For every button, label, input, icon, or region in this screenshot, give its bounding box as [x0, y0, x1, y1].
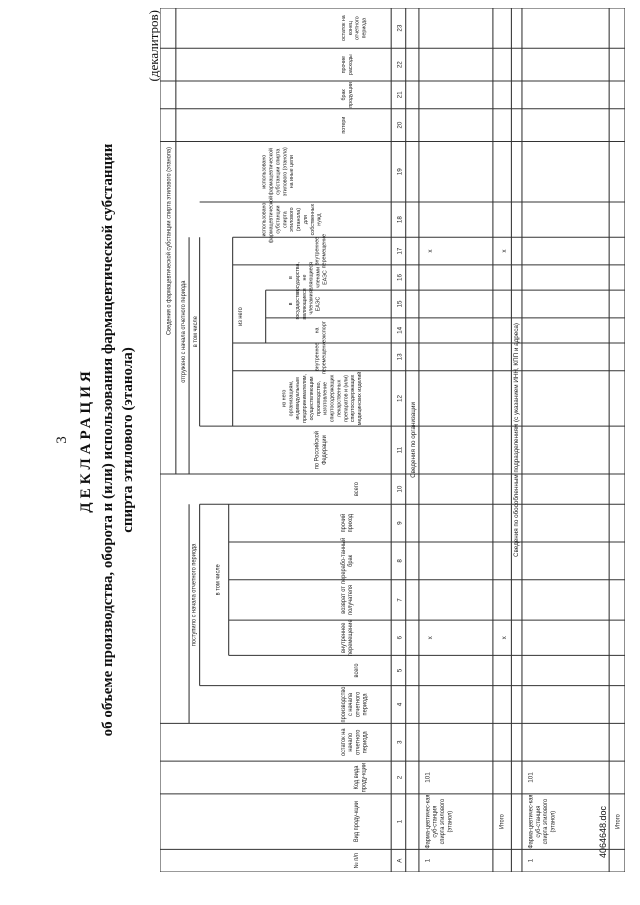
column-number: 12 [396, 394, 404, 402]
column-number: 8 [396, 559, 404, 563]
row-mark-internal-2: x [427, 249, 435, 253]
column-number: 5 [396, 668, 404, 673]
header-incl2: в том числе [192, 316, 200, 348]
header-other-income: прочийприход [340, 513, 355, 533]
header-opening-balance: остаток наначалоотчетногопериода [340, 728, 369, 757]
header-reworked: перерабо-танныйбрак [340, 537, 355, 585]
rotated-landscape-page [50, 0, 630, 880]
row-product: Итого [615, 814, 622, 830]
header-orgs: из негоорганизациям,индивидуальнымпредпринимателям,осуществляющимпроизводство,изготовлениеспиртосодержащихлекарственныхпрепаратов и (или)спиртосодержащихмедицинских изделий [281, 371, 364, 426]
row-product: Фарма-цевтичес-каясуб-станцияспирта этилового(этанол) [528, 794, 557, 849]
header-incl: в том числе [215, 564, 222, 596]
column-number: 14 [396, 326, 404, 334]
column-number: 19 [396, 168, 404, 176]
header-product: Вид проду-кции [354, 801, 361, 843]
row-number: 1 [424, 858, 432, 863]
row-number: 1 [527, 858, 535, 863]
column-number: 11 [396, 446, 404, 454]
column-number: 10 [396, 485, 404, 493]
header-shipped-sub: отгружено с начала отчетного периода [181, 280, 188, 383]
row-mark-internal: x [500, 636, 509, 640]
section-organization-label: Сведения по организации [409, 402, 418, 478]
header-num: № п/п [354, 852, 361, 869]
units-label: (декалитров) [146, 10, 161, 82]
column-number: 18 [396, 216, 404, 224]
column-number: 7 [396, 598, 404, 602]
header-incl3: из него [237, 307, 244, 326]
row-code: 101 [424, 772, 432, 783]
document-subtitle-2: спирта этилового (этанола) [120, 347, 136, 533]
header-code: Код видапроду-кции [354, 762, 368, 793]
declaration-table [160, 8, 625, 872]
header-internal-move-3: внутреннееперемещение [314, 233, 328, 269]
header-total: всего [354, 482, 361, 497]
header-rf: по РоссийскойФедерации [314, 431, 328, 470]
header-received-total: всего [354, 663, 361, 678]
header-losses: потери [340, 116, 347, 134]
header-non-eaeu: вгосударства,неявляющиесячленамиЕАЭС [288, 261, 329, 294]
header-export: наэкспорт [314, 321, 328, 340]
header-return: возврат отполучателя [340, 584, 355, 615]
row-mark-internal: x [427, 636, 435, 640]
row-code: 101 [527, 772, 535, 783]
column-number: 3 [396, 740, 404, 745]
header-internal-move: внутреннееперемещение [340, 619, 355, 657]
column-number: 22 [396, 61, 404, 69]
column-number: 15 [396, 300, 404, 308]
page-number: 3 [54, 436, 70, 444]
header-other-purposes: использованофармацевтическойсубстанции спиртаэтилового (этанола)на иные цели [261, 147, 296, 197]
header-eaeu: вгосударства,являющиесячленамиЕАЭС [288, 288, 322, 320]
column-number: 4 [396, 702, 404, 707]
header-defect: бракпродукции [340, 82, 354, 108]
column-number: 23 [396, 24, 404, 32]
row-product: Итого [499, 814, 506, 830]
column-number: 9 [396, 521, 404, 525]
column-number: 13 [396, 353, 404, 361]
header-production: производствос началаотчетногопериода [340, 686, 369, 723]
column-number: 17 [396, 247, 404, 255]
row-mark-internal-2: x [500, 249, 509, 253]
header-internal-move-2: внутреннееперемещение [314, 339, 328, 374]
column-number: 21 [396, 91, 404, 99]
header-own-needs: использованофармацевтическойсубстанцииспиртаэтилового(этанола)длясобственныхнужд [261, 195, 323, 244]
column-number: 1 [396, 819, 404, 824]
document-subtitle: об объеме производства, оборота и (или) использования фармацевтической субстанции [100, 143, 116, 737]
column-number: 2 [396, 775, 404, 780]
header-closing-balance: остаток наконецотчетногопериода [340, 15, 368, 41]
file-name-footer: 4064648.doc [598, 805, 608, 858]
header-received-group: поступило с начала отчетного периода [191, 543, 198, 647]
row-product: Фарма-цевтичес-каясуб-станцияспирта этилового(этанол) [425, 794, 454, 849]
column-number: 20 [396, 121, 404, 129]
column-number: А [396, 858, 404, 863]
section-subdivisions-label: Сведения по обособленным подразделениям (с указанием ИНН, КПП и адреса) [512, 323, 521, 557]
header-shipped-group: Сведения о фармацевтической субстанции спирта этилового (этанола) [166, 147, 173, 335]
column-number: 16 [396, 274, 404, 282]
header-other-expenses: прочиерасходы [340, 54, 354, 76]
column-number: 6 [396, 635, 404, 640]
document-title: ДЕКЛАРАЦИЯ [78, 367, 94, 513]
